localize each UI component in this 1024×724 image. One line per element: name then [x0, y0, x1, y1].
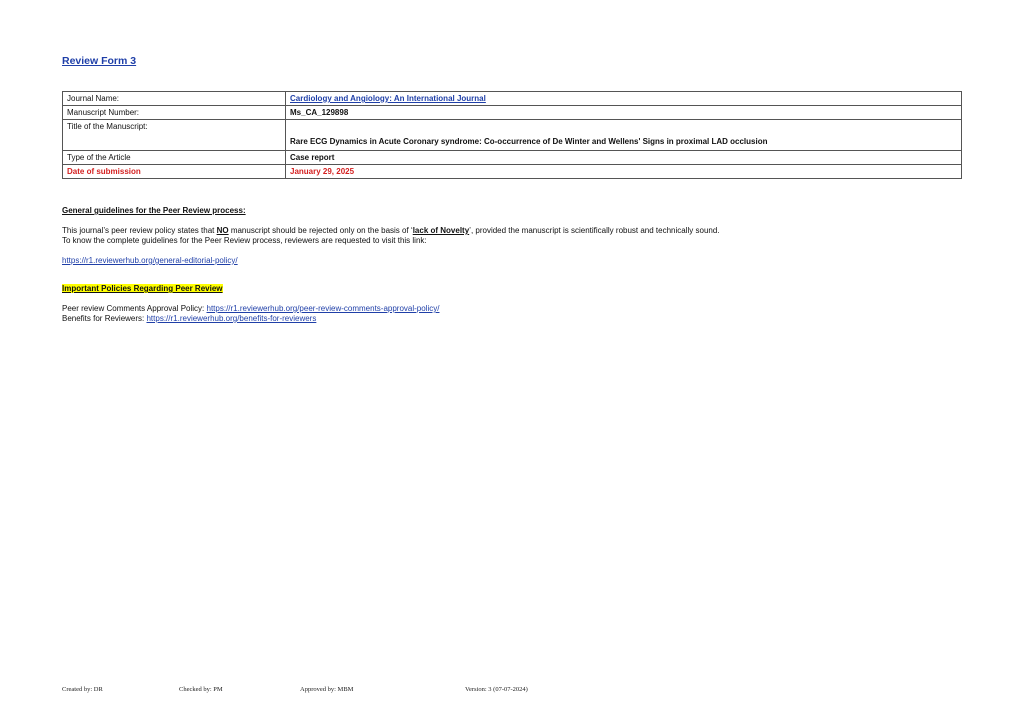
journal-name-link[interactable]: Cardiology and Angiology: An International Journal	[290, 94, 486, 103]
guidelines-section	[62, 206, 720, 266]
submission-date-label: Date of submission	[63, 165, 286, 179]
approval-policy-label: Peer review Comments Approval Policy:	[62, 304, 207, 313]
submission-date-value: January 29, 2025	[286, 165, 962, 179]
manuscript-info-table	[62, 91, 962, 179]
journal-name-cell	[286, 92, 962, 106]
lack-of-novelty-emphasis: lack of Novelty	[412, 226, 470, 235]
approval-policy-link[interactable]: https://r1.reviewerhub.org/peer-review-comments-approval-policy/	[206, 304, 440, 313]
footer-created-by: Created by: DR	[62, 686, 103, 693]
table-row	[63, 92, 962, 106]
manuscript-title-label: Title of the Manuscript:	[63, 120, 286, 151]
approval-policy-line	[62, 304, 439, 314]
table-row	[63, 165, 962, 179]
benefits-line	[62, 314, 439, 324]
general-editorial-policy-link[interactable]: https://r1.reviewerhub.org/general-editorial-policy/	[62, 256, 238, 265]
article-type-label: Type of the Article	[63, 151, 286, 165]
journal-name-label: Journal Name:	[63, 92, 286, 106]
policies-section	[62, 284, 439, 324]
guidelines-text: manuscript should be rejected only on the basis of ‘	[228, 226, 413, 235]
table-row	[63, 106, 962, 120]
policies-heading: Important Policies Regarding Peer Review	[62, 284, 223, 293]
guidelines-text: ’, provided the manuscript is scientifically robust and technically sound.	[469, 226, 720, 235]
form-title: Review Form 3	[62, 55, 137, 67]
guidelines-paragraph	[62, 226, 720, 236]
no-emphasis: NO	[216, 226, 229, 235]
guidelines-text: This journal’s peer review policy states that	[62, 226, 217, 235]
footer-checked-by: Checked by: PM	[179, 686, 223, 693]
benefits-label: Benefits for Reviewers:	[62, 314, 147, 323]
manuscript-number-value: Ms_CA_129898	[286, 106, 962, 120]
guidelines-link-intro: To know the complete guidelines for the Peer Review process, reviewers are requested to visit this link:	[62, 236, 427, 245]
footer-version: Version: 3 (07-07-2024)	[465, 686, 528, 693]
table-row	[63, 151, 962, 165]
benefits-link[interactable]: https://r1.reviewerhub.org/benefits-for-reviewers	[146, 314, 317, 323]
table-row	[63, 120, 962, 151]
article-type-value: Case report	[286, 151, 962, 165]
footer-approved-by: Approved by: MBM	[300, 686, 354, 693]
manuscript-number-label: Manuscript Number:	[63, 106, 286, 120]
manuscript-title-value: Rare ECG Dynamics in Acute Coronary syndrome: Co-occurrence of De Winter and Wellens' Signs in proximal LAD occlusion	[286, 120, 962, 151]
guidelines-heading: General guidelines for the Peer Review process:	[62, 206, 246, 215]
